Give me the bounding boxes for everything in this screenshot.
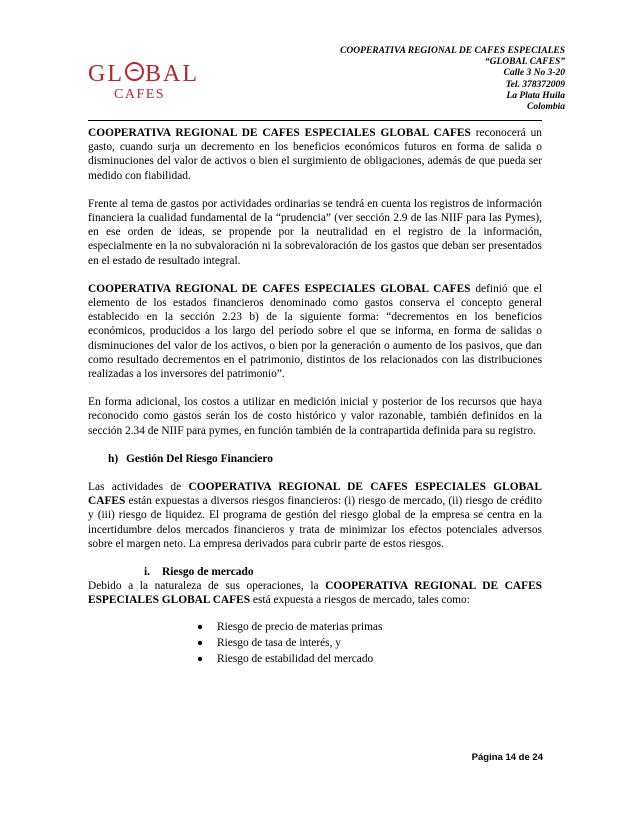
page-label: Página: [471, 752, 506, 763]
section-heading-h: [88, 452, 542, 466]
paragraph-5-text: están expuestas a diversos riesgos financieros: (i) riesgo de mercado, (ii) riesgo de crédito y (iii) riesgo de liquidez. El programa de gestión del riesgo global de la empresa se centra en la incertidumbre delos mercados financieros y trata de minimizar los efectos potenciales adversos sobre el margen neto. La empresa derivados para cubrir parte de estos riesgos.: [88, 495, 542, 550]
document-body: [88, 126, 542, 668]
section-heading-h-text: Gestión Del Riesgo Financiero: [126, 452, 273, 465]
letterhead: [305, 46, 565, 113]
paragraph-6-lead: Debido a la naturaleza de sus operaciones, la: [88, 580, 326, 593]
letterhead-line-5: La Plata Huila: [506, 90, 565, 101]
paragraph-4: En forma adicional, los costos a utilizar en medición inicial y posterior de los recursos que haya reconocido como gastos serán los de costo histórico y valor razonable, también definidos en la sección 2.34 de NIIF para pymes, en función también de la contrapartida definida para su registro.: [88, 396, 542, 437]
letterhead-line-2: “GLOBAL CAFES”: [484, 57, 565, 68]
paragraph-6-bold: COOPERATIVA REGIONAL DE CAFES ESPECIALES GLOBAL CAFES: [88, 580, 542, 607]
page-total: 24: [532, 752, 543, 763]
logo-wordmark: [88, 62, 199, 86]
paragraph-1-bold: COOPERATIVA REGIONAL DE CAFES ESPECIALES GLOBAL CAFES: [88, 127, 471, 139]
paragraph-3-bold: COOPERATIVA REGIONAL DE CAFES ESPECIALES GLOBAL CAFES: [88, 282, 471, 295]
page-number: [472, 752, 543, 763]
paragraph-3-text: definió que el elemento de los estados financieros denominado como gastos conserva el concepto general establecido en la sección 2.23 b) de la siguiente forma: “decrementos en los beneficios económicos, producidos a los largo del período sobre el que se informa, en forma de salidas o disminuciones del valor de los activos, o bien por la generación o aumento de los pasivos, que dan como resultado decrementos en el patrimonio, distintos de los relacionados con las distribuciones realizadas a los inversores del patrimonio”.: [88, 282, 542, 381]
logo-subtitle: CAFES: [114, 87, 166, 102]
paragraph-1-text: reconocerá un gasto, cuando surja un decremento en los beneficios económicos futuros en forma de salida o disminuciones del valor de activos o bien el surgimiento de obligaciones, además de que pueda ser medido con fiabilidad.: [88, 127, 542, 182]
list-item: Riesgo de tasa de interés, y: [198, 636, 542, 650]
company-logo: [88, 62, 208, 106]
letterhead-line-4: Tel. 378372009: [505, 79, 565, 90]
letterhead-line-3: Calle 3 No 3-20: [503, 68, 565, 79]
paragraph-5: [88, 480, 542, 551]
list-item: Riesgo de precio de materias primas: [198, 620, 542, 634]
paragraph-5-lead: Las actividades de: [88, 481, 189, 494]
letterhead-line-1: COOPERATIVA REGIONAL DE CAFES ESPECIALES: [340, 46, 565, 56]
list-item: Riesgo de estabilidad del mercado: [198, 652, 542, 666]
paragraph-6-text: está expuesta a riesgos de mercado, tales como:: [250, 594, 470, 607]
section-heading-i: [88, 565, 542, 579]
section-heading-i-text: Riesgo de mercado: [162, 566, 254, 579]
page-current: 14: [505, 752, 517, 763]
paragraph-5-bold: COOPERATIVA REGIONAL DE CAFES ESPECIALES GLOBAL CAFES: [88, 481, 542, 508]
risk-list: [88, 620, 542, 667]
logo-globe-icon: [125, 62, 144, 81]
logo-word-part-2: BAL: [145, 61, 199, 87]
section-heading-i-marker: i.: [144, 566, 151, 579]
paragraph-3: [88, 282, 542, 381]
header-divider: [88, 120, 542, 121]
letterhead-line-6: Colombia: [526, 102, 565, 113]
paragraph-6: [88, 579, 542, 607]
logo-word-part-1: GL: [88, 61, 124, 87]
section-heading-h-marker: h): [108, 452, 119, 465]
paragraph-1: [88, 126, 542, 183]
paragraph-2: Frente al tema de gastos por actividades ordinarias se tendrá en cuenta los registros de información financiera la cualidad fundamental de la “prudencia” (ver sección 2.9 de las NIIF para las Pymes), en ese orden de ideas, se propende por la neutralidad en el registro de la información, especialmente en la no subvaloración ni la sobrevaloración de los gastos que deban ser presentados en el estado de resultado integral.: [88, 197, 542, 267]
page-of: de: [516, 752, 533, 763]
